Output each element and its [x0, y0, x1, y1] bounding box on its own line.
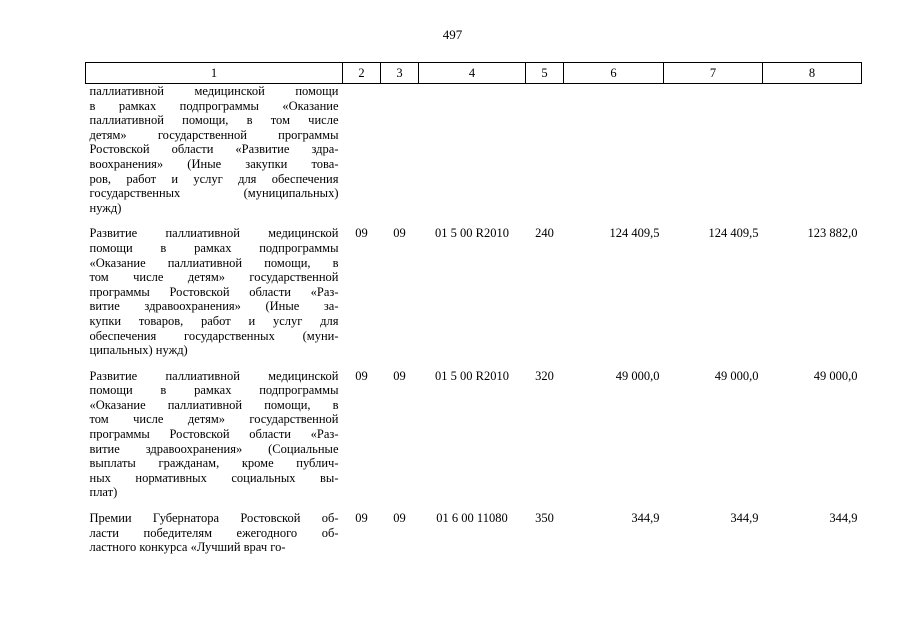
amount-year-1: 49 000,0 [615, 368, 660, 383]
description-line: плат) [89, 485, 118, 500]
description-line: помощи в рамках подпрограммы [89, 383, 339, 398]
description-line: государственных (муниципальных) [89, 186, 339, 201]
description-line: «Оказание паллиативной помощи, в [89, 397, 339, 412]
table-header-row [86, 63, 862, 84]
subsection-code: 09 [393, 368, 406, 383]
description-line: «Оказание паллиативной помощи, в [89, 255, 339, 270]
subsection-code: 09 [393, 511, 406, 526]
column-header-5: 5 [526, 63, 564, 84]
page-number: 497 [442, 27, 463, 42]
section-code [343, 84, 381, 224]
description-line: ров, работ и услуг для обеспечения [89, 171, 339, 186]
column-header-2: 2 [343, 63, 381, 84]
description-line: Ростовской области «Развитие здра- [89, 142, 339, 157]
budget-table [85, 62, 862, 563]
amount-year-3: 49 000,0 [813, 368, 858, 383]
description-line: ципальных) нужд) [89, 343, 188, 358]
description-line: паллиативной медицинской помощи [89, 84, 339, 98]
amount-year-2: 344,9 [730, 511, 759, 526]
amount-year-2 [664, 84, 763, 224]
amount-year-3 [763, 84, 862, 224]
description-line: в рамках подпрограммы «Оказание [89, 98, 339, 113]
expense-type-code [526, 84, 564, 224]
amount-year-2: 124 409,5 [708, 226, 759, 241]
description-line: купки товаров, работ и услуг для [89, 313, 339, 328]
table-row [86, 84, 862, 224]
table-body [86, 84, 862, 563]
row-description [86, 366, 343, 508]
amount-year-3: 123 882,0 [807, 226, 858, 241]
description-line: том числе детям» государственной [89, 270, 339, 285]
amount-year-1 [564, 84, 664, 224]
table-row [86, 366, 862, 508]
description-line: Развитие паллиативной медицинской [89, 226, 339, 241]
description-line: витие здравоохранения» (Социальные [89, 441, 339, 456]
expense-type-code: 320 [535, 368, 554, 383]
amount-year-1: 124 409,5 [609, 226, 660, 241]
column-header-6: 6 [564, 63, 664, 84]
description-line: помощи в рамках подпрограммы [89, 240, 339, 255]
description-line: Развитие паллиативной медицинской [89, 368, 339, 383]
description-line: витие здравоохранения» (Иные за- [89, 299, 339, 314]
column-header-8: 8 [763, 63, 862, 84]
description-line: паллиативной помощи, в том числе [89, 113, 339, 128]
expense-type-code: 350 [535, 511, 554, 526]
description-line: нужд) [89, 200, 122, 215]
description-line: ласти победителям ежегодного об- [89, 525, 339, 540]
description-line: том числе детям» государственной [89, 412, 339, 427]
description-line: воохранения» (Иные закупки това- [89, 156, 339, 171]
table-row [86, 508, 862, 563]
section-code: 09 [355, 226, 368, 241]
description-line: обеспечения государственных (муни- [89, 328, 339, 343]
description-line: выплаты гражданам, кроме публич- [89, 456, 339, 471]
subsection-code [381, 84, 419, 224]
target-article-code: 01 5 00 R2010 [435, 368, 509, 383]
description-line: программы Ростовской области «Раз- [89, 284, 339, 299]
section-code: 09 [355, 368, 368, 383]
subsection-code: 09 [393, 226, 406, 241]
row-description [86, 508, 343, 563]
amount-year-3: 344,9 [829, 511, 858, 526]
amount-year-2: 49 000,0 [714, 368, 759, 383]
description-line: детям» государственной программы [89, 127, 339, 142]
column-header-7: 7 [664, 63, 763, 84]
column-header-3: 3 [381, 63, 419, 84]
column-header-1: 1 [86, 63, 343, 84]
description-line: ных нормативных социальных вы- [89, 470, 339, 485]
amount-year-1: 344,9 [631, 511, 660, 526]
target-article-code [419, 84, 526, 224]
section-code: 09 [355, 511, 368, 526]
target-article-code: 01 5 00 R2010 [435, 226, 509, 241]
column-header-4: 4 [419, 63, 526, 84]
target-article-code: 01 6 00 11080 [436, 511, 508, 526]
description-line: ластного конкурса «Лучший врач го- [89, 540, 286, 555]
row-description [86, 84, 343, 224]
expense-type-code: 240 [535, 226, 554, 241]
description-line: Премии Губернатора Ростовской об- [89, 511, 339, 526]
table-row [86, 223, 862, 365]
row-description [86, 223, 343, 365]
description-line: программы Ростовской области «Раз- [89, 427, 339, 442]
